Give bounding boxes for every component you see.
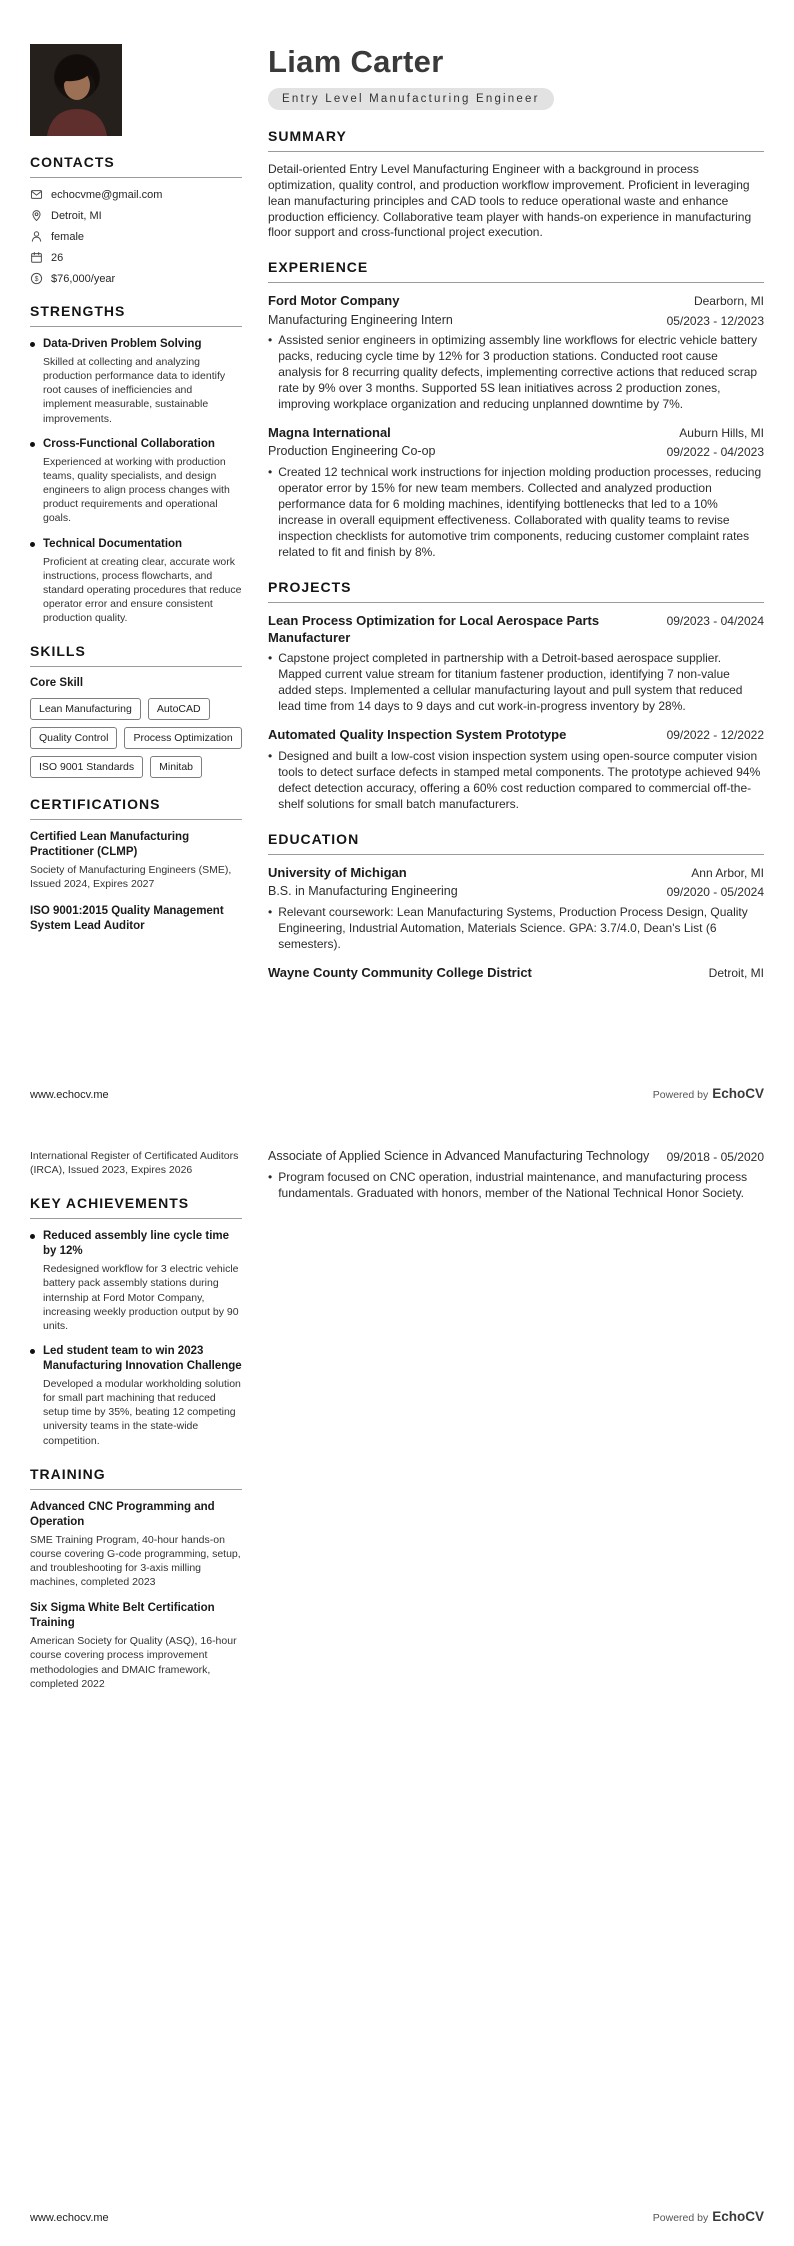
education-entry [268, 965, 764, 981]
salary-icon [30, 272, 43, 285]
education-entry-continued [268, 1149, 764, 1202]
bullet-dot-icon [30, 542, 35, 547]
experience-heading: EXPERIENCE [268, 259, 764, 283]
experience-bullet [268, 333, 764, 413]
training-description: SME Training Program, 40-hour hands-on course covering G-code programming, setup, and troubleshooting for 3-axis milling machines, completed 2023 [30, 1533, 241, 1589]
skill-tag: Lean Manufacturing [30, 698, 141, 720]
page-footer [30, 2209, 764, 2224]
experience-position: Manufacturing Engineering Intern [268, 312, 453, 327]
education-school: Wayne County Community College District [268, 964, 532, 980]
education-location: Ann Arbor, MI [691, 865, 764, 880]
profile-photo [30, 44, 122, 136]
skill-tags [30, 698, 242, 778]
experience-bullet-text: • Assisted senior engineers in optimizing assembly line workflows for electric vehicle battery packs, reducing cycle time by 12% for 3 production stations. Conducted root cause analysis for 8 recurring quality defects, implementing corrective actions that reduced scrap rate by 9% over 3 months. Supported 5S lean initiatives across 2 production zones, improving workplace organization and reducing unplanned downtime by 7%. [278, 333, 758, 412]
strength-title: Data-Driven Problem Solving [43, 338, 202, 350]
experience-company: Magna International [268, 425, 391, 441]
projects-section [268, 579, 764, 813]
experience-dates: 05/2023 - 12/2023 [666, 313, 764, 328]
skills-section [30, 643, 242, 778]
project-dates: 09/2022 - 12/2022 [666, 728, 764, 743]
training-section [30, 1466, 242, 1691]
experience-entry [268, 293, 764, 413]
contact-email-value[interactable]: echocvme@gmail.com [51, 188, 163, 201]
person-icon [30, 230, 43, 243]
footer-brand-logo: EchoCV [712, 2209, 764, 2224]
training-description: American Society for Quality (ASQ), 16-hour course covering process improvement methodologies and DMAIC framework, completed 2022 [30, 1635, 237, 1690]
achievement-title: Reduced assembly line cycle time by 12% [43, 1230, 230, 1258]
certification-description: Society of Manufacturing Engineers (SME), Issued 2024, Expires 2027 [30, 864, 232, 891]
email-icon [30, 188, 43, 201]
strength-description: Experienced at working with production teams, quality specialists, and design engineers to align process changes with product requirements and operational goals. [43, 455, 230, 525]
key-achievements-heading: KEY ACHIEVEMENTS [30, 1195, 242, 1219]
resume-page-2 [0, 1123, 794, 2246]
strength-item [30, 537, 242, 626]
project-bullet-text: • Capstone project completed in partnership with a Detroit-based aerospace supplier. Mapped current value stream for titanium fastener production, identifying 7 non-value added steps. Implemented a cellular manufacturing layout and pull system that reduced lead time from 14 days to 9 days and cut work-in-progress inventory by 28%. [278, 651, 743, 714]
education-degree: Associate of Applied Science in Advanced Manufacturing Technology [268, 1149, 650, 1163]
skill-tag: Quality Control [30, 727, 117, 749]
projects-heading: PROJECTS [268, 579, 764, 603]
education-dates: 09/2018 - 05/2020 [666, 1150, 764, 1164]
strength-item [30, 437, 242, 526]
education-dates: 09/2020 - 05/2024 [666, 885, 764, 900]
training-heading: TRAINING [30, 1466, 242, 1490]
footer-powered-by-label: Powered by [652, 2212, 709, 2224]
contact-location-value: Detroit, MI [51, 209, 102, 222]
contacts-heading: CONTACTS [30, 154, 242, 178]
footer-website-link[interactable]: www.echocv.me [30, 2212, 109, 2224]
bullet-dot-icon [30, 1349, 35, 1354]
experience-location: Dearborn, MI [693, 294, 764, 309]
job-title-badge: Entry Level Manufacturing Engineer [268, 88, 554, 110]
contacts-section [30, 154, 242, 285]
contact-item-email [30, 188, 242, 201]
strength-title: Cross-Functional Collaboration [43, 437, 215, 450]
bullet-dot-icon [30, 1234, 35, 1239]
project-entry [268, 727, 764, 813]
training-title: Advanced CNC Programming and Operation [30, 1500, 215, 1528]
certification-item [30, 830, 242, 891]
strength-item [30, 337, 242, 426]
project-bullet [268, 749, 764, 813]
certifications-section [30, 796, 242, 933]
footer-branding [653, 1086, 764, 1101]
page-footer [30, 1086, 764, 1101]
training-item [30, 1500, 242, 1590]
contact-age-value: 26 [51, 251, 64, 264]
certification-item [30, 904, 242, 934]
skill-tag: Process Optimization [124, 727, 241, 749]
project-bullet [268, 651, 764, 715]
location-icon [30, 209, 43, 222]
experience-bullet-text: • Created 12 technical work instructions for injection molding production processes, reducing operator error by 15% for new team members. Collected and analyzed production performance data for 6 molding machines, identifying bottlenecks that led to a 10% increase in overall equipment effectiveness. Collaborated with quality teams to revise inspection checklists for automotive trim components, reducing customer complaint rates related to fit and finish by 8%. [278, 464, 762, 559]
experience-bullet [268, 465, 764, 561]
main-column [268, 44, 764, 993]
footer-branding [653, 2209, 764, 2224]
education-section [268, 831, 764, 981]
education-entry [268, 865, 764, 953]
project-dates: 09/2023 - 04/2024 [666, 613, 764, 628]
contact-gender-value: female [51, 230, 85, 243]
certification-description-continued: International Register of Certificated Auditors (IRCA), Issued 2023, Expires 2026 [30, 1150, 239, 1177]
svg-text:$: $ [34, 275, 39, 283]
education-bullet-text: • Program focused on CNC operation, industrial maintenance, and manufacturing process fundamentals. Graduated with honors, member of the National Technical Honor Society. [278, 1169, 748, 1200]
certifications-heading: CERTIFICATIONS [30, 796, 242, 820]
education-bullet [268, 1170, 764, 1202]
project-bullet-text: • Designed and built a low-cost vision inspection system using open-source computer vision tools to detect surface defects in stamped metal components. The prototype achieved 94% defect detection accuracy, offering a 60% cost reduction compared to commercial off-the-shelf solutions for small batch manufacturers. [278, 749, 761, 811]
summary-text: Detail-oriented Entry Level Manufacturing Engineer with a background in process optimization, quality control, and production workflow improvement. Proficient in leveraging lean manufacturing principles and CAD tools to reduce operational waste and enhance production efficiency. Collaborative team player with hands-on experience in manufacturing floor support and cross-functional project execution. [268, 161, 752, 240]
experience-dates: 09/2022 - 04/2023 [666, 445, 764, 460]
achievement-title: Led student team to win 2023 Manufacturing Innovation Challenge [43, 1345, 242, 1373]
experience-location: Auburn Hills, MI [679, 426, 764, 441]
skill-tag: AutoCAD [148, 698, 210, 720]
training-title: Six Sigma White Belt Certification Training [30, 1602, 215, 1630]
key-achievements-section [30, 1195, 242, 1447]
skills-heading: SKILLS [30, 643, 242, 667]
contact-salary-value: $76,000/year [51, 272, 116, 285]
experience-entry [268, 425, 764, 561]
strengths-section [30, 303, 242, 625]
project-title: Lean Process Optimization for Local Aerospace Parts Manufacturer [268, 612, 600, 645]
achievement-item [30, 1229, 242, 1333]
education-school: University of Michigan [268, 864, 407, 880]
strength-description: Skilled at collecting and analyzing production performance data to identify root causes of inefficiencies and implement measurable, sustainable improvements. [43, 355, 226, 425]
summary-heading: SUMMARY [268, 128, 764, 152]
education-bullet-text: • Relevant coursework: Lean Manufacturing Systems, Production Process Design, Quality Engineering, Industrial Automation, Materials Science. GPA: 3.7/4.0, Dean's List (6 semesters). [278, 904, 748, 951]
sidebar-page-2 [30, 1149, 242, 1703]
certification-title: Certified Lean Manufacturing Practitioner (CLMP) [30, 831, 190, 859]
experience-position: Production Engineering Co-op [268, 444, 436, 459]
candidate-name: Liam Carter [268, 44, 444, 79]
contact-item-age [30, 251, 242, 264]
education-location: Detroit, MI [708, 965, 764, 980]
calendar-icon [30, 251, 43, 264]
bullet-dot-icon [30, 342, 35, 347]
achievement-description: Developed a modular workholding solution for small part machining that reduced setup time by 35%, beating 12 competing university teams in the state-wide competition. [43, 1377, 241, 1447]
achievement-item [30, 1344, 242, 1448]
strengths-heading: STRENGTHS [30, 303, 242, 327]
contact-item-salary [30, 272, 242, 285]
certification-title: ISO 9001:2015 Quality Management System Lead Auditor [30, 904, 224, 932]
project-title: Automated Quality Inspection System Prototype [268, 727, 567, 743]
contact-item-gender [30, 230, 242, 243]
footer-brand-logo: EchoCV [712, 1086, 764, 1101]
education-heading: EDUCATION [268, 831, 764, 855]
main-column-page-2 [268, 1149, 764, 1703]
skill-tag: Minitab [150, 756, 202, 778]
skill-tag: ISO 9001 Standards [30, 756, 143, 778]
education-bullet [268, 905, 764, 953]
project-entry [268, 613, 764, 716]
footer-powered-by-label: Powered by [652, 1089, 709, 1101]
achievement-description: Redesigned workflow for 3 electric vehicle battery pack assembly stations during internship at Ford Motor Company, increasing weekly production output by 90 units. [43, 1263, 239, 1332]
contact-item-location [30, 209, 242, 222]
training-item [30, 1601, 242, 1691]
experience-company: Ford Motor Company [268, 293, 400, 309]
experience-section [268, 259, 764, 560]
strength-title: Technical Documentation [43, 537, 183, 550]
education-degree: B.S. in Manufacturing Engineering [268, 884, 458, 899]
summary-section [268, 128, 764, 242]
sidebar [30, 44, 242, 993]
strength-description: Proficient at creating clear, accurate work instructions, process flowcharts, and standard operating procedures that reduce operator error and ensure consistent production quality. [43, 555, 242, 625]
skills-group-label: Core Skill [30, 677, 84, 690]
bullet-dot-icon [30, 442, 35, 447]
footer-website-link[interactable]: www.echocv.me [30, 1089, 109, 1101]
